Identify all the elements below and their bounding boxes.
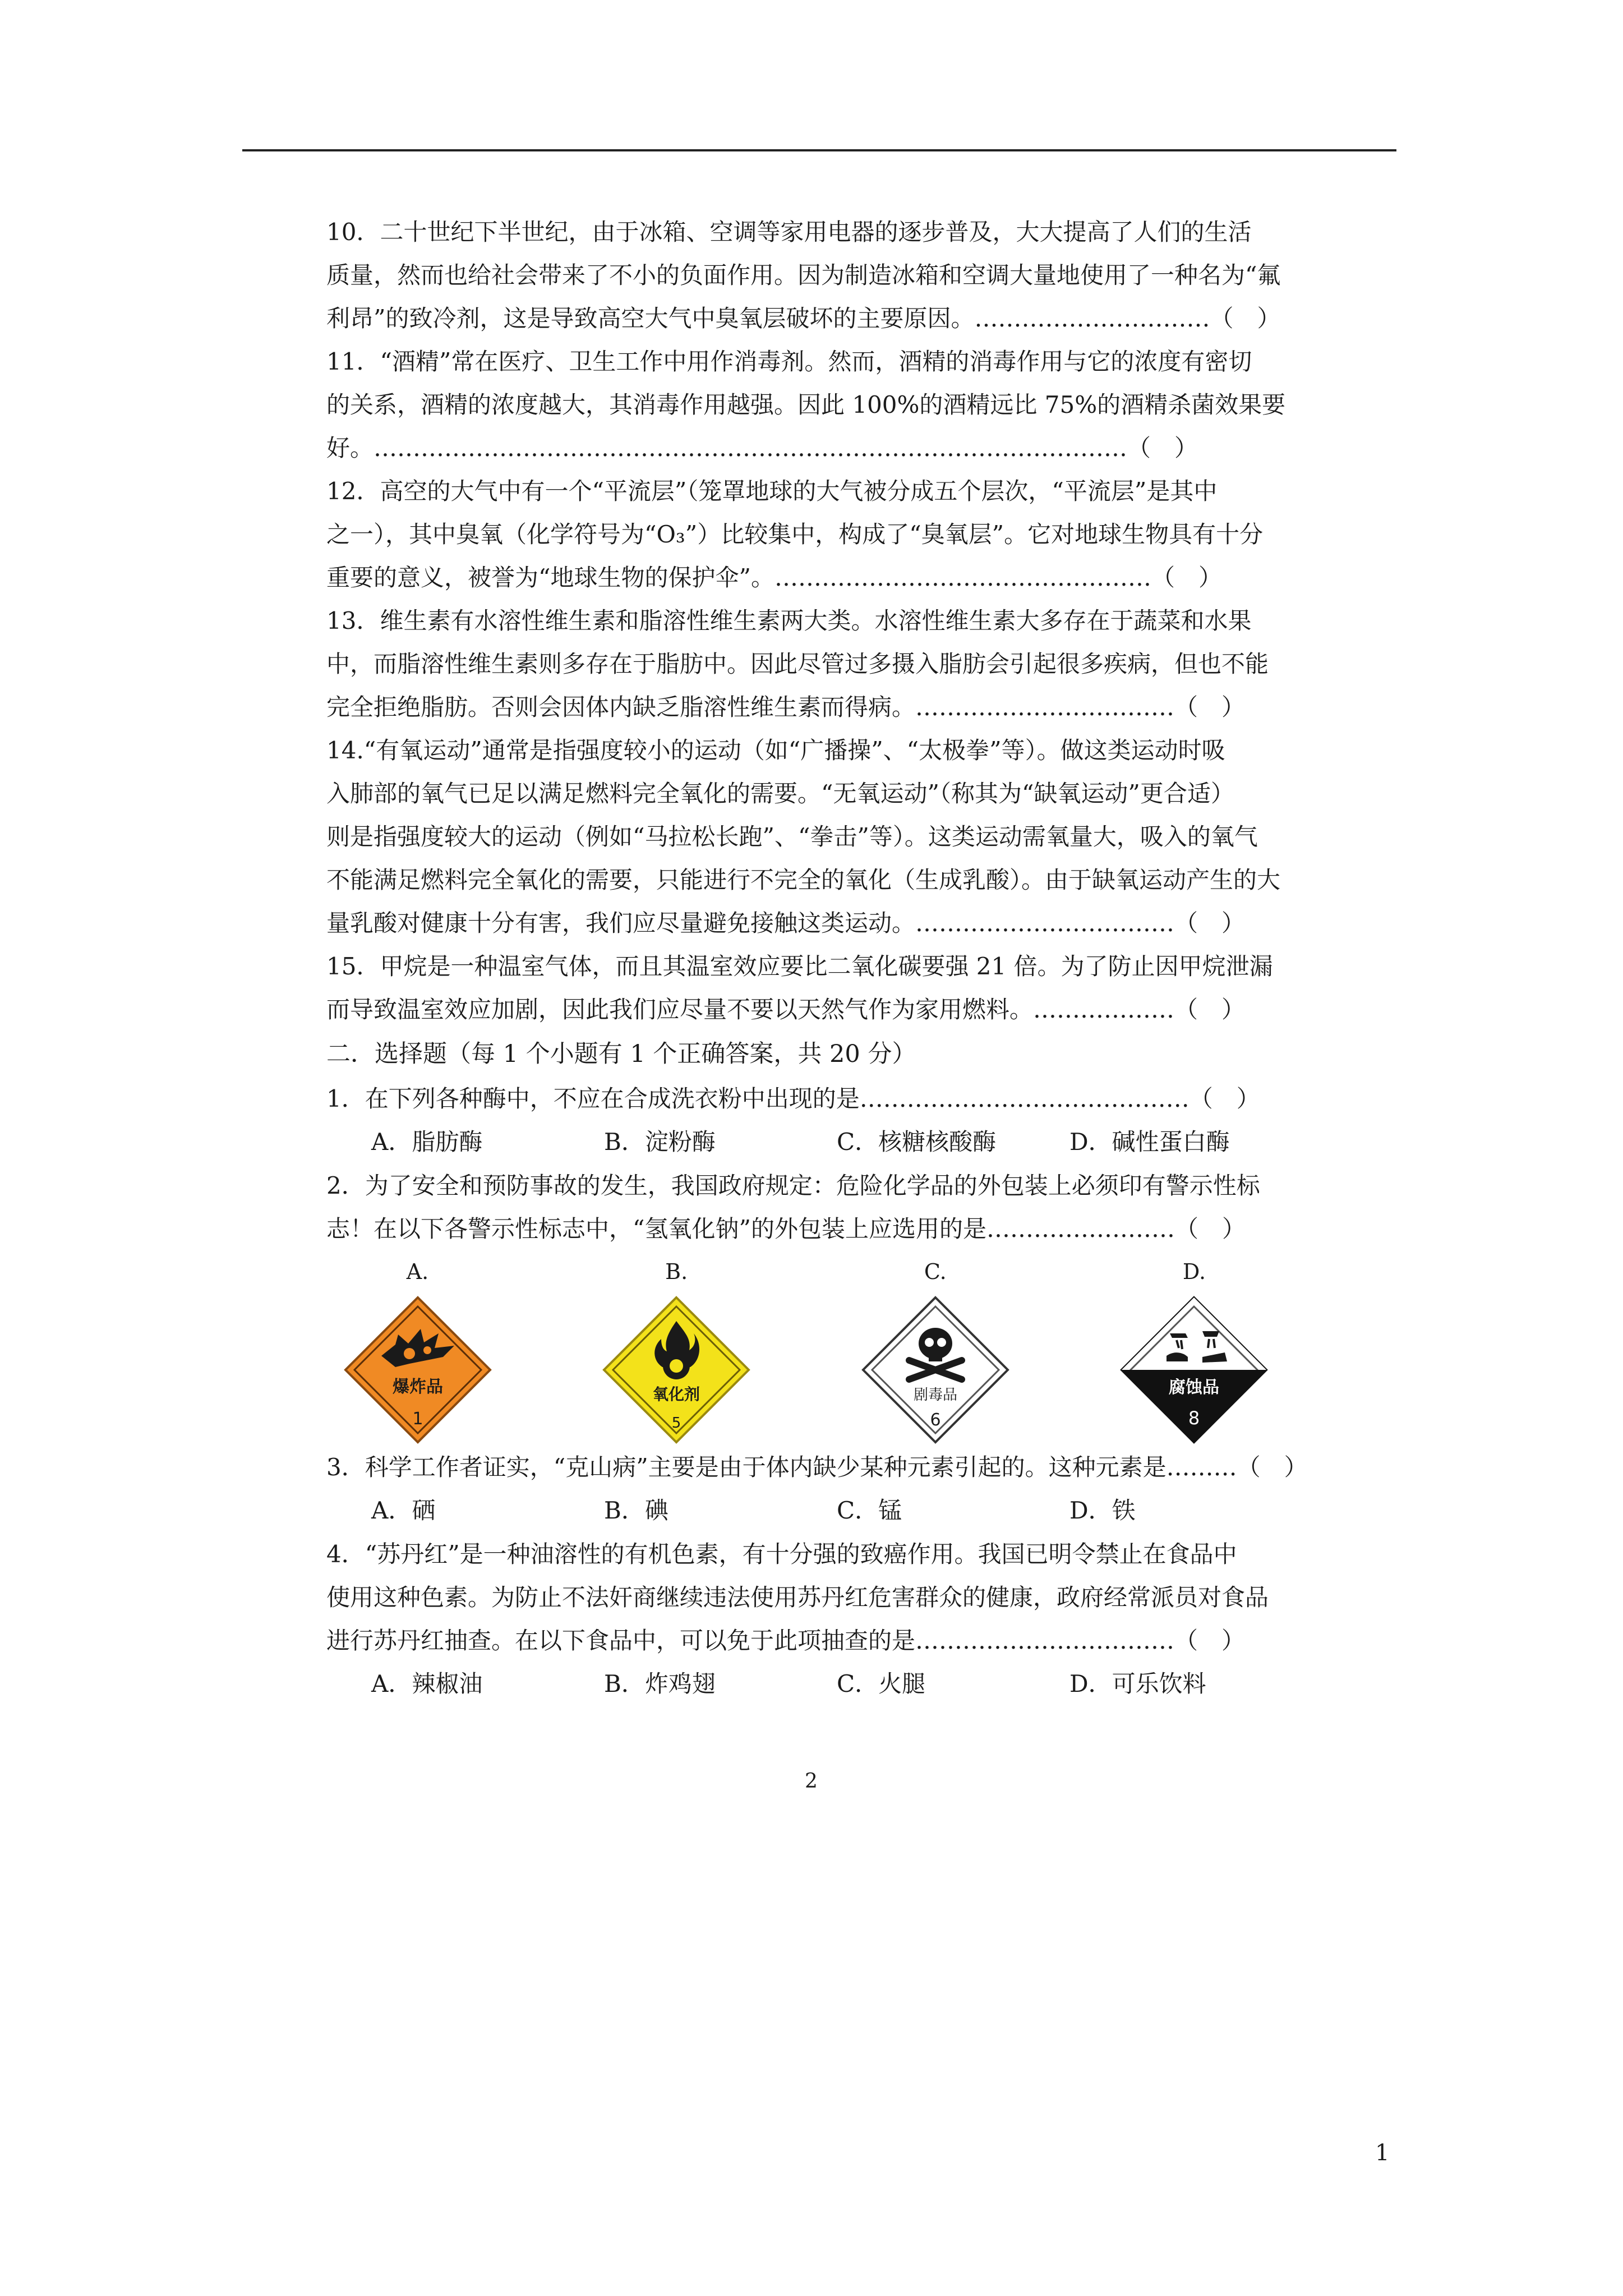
- question-line: 进行苏丹红抽查。在以下食品中，可以免于此项抽查的是……………………………（ ）: [326, 1627, 1246, 1654]
- sign-label: 氧化剂: [653, 1385, 700, 1404]
- sign-label: 剧毒品: [913, 1387, 957, 1404]
- question-line: 则是指强度较大的运动（例如“马拉松长跑”、“拳击”等）。这类运动需氧量大，吸入的氧气: [326, 823, 1258, 850]
- option-c: C．火腿: [837, 1670, 926, 1697]
- question-line: 量乳酸对健康十分有害，我们应尽量避免接触这类运动。……………………………（ ）: [326, 909, 1246, 937]
- page-number: 2: [805, 1770, 818, 1793]
- hazard-sign-b: [600, 1255, 754, 1446]
- sign-label: 爆炸品: [392, 1377, 443, 1397]
- question-line: 2．为了安全和预防事故的发生，我国政府规定：危险化学品的外包装上必须印有警示性标: [326, 1172, 1260, 1199]
- skull-crossbones-icon: [860, 1294, 1011, 1446]
- question-line: 重要的意义，被誉为“地球生物的保护伞”。…………………………………………（ ）: [326, 564, 1222, 591]
- sign-letter: C.: [924, 1259, 947, 1284]
- question-stem: 1．在下列各种酶中，不应在合成洗衣粉中出现的是……………………………………（ ）: [326, 1085, 1260, 1112]
- question-line: 不能满足燃料完全氧化的需要，只能进行不完全的氧化（生成乳酸）。由于缺氧运动产生的大: [326, 866, 1281, 894]
- question-line: 的关系，酒精的浓度越大，其消毒作用越强。因此 100%的酒精远比 75%的酒精杀菌效果要: [326, 391, 1286, 418]
- mc-question-4: [326, 1533, 1302, 1706]
- question-line: 之一），其中臭氧（化学符号为“O₃”）比较集中，构成了“臭氧层”。它对地球生物具有十分: [326, 521, 1264, 548]
- option-d: D．铁: [1069, 1497, 1136, 1524]
- question-line: 质量，然而也给社会带来了不小的负面作用。因为制造冰箱和空调大量地使用了一种名为“氟: [326, 261, 1281, 289]
- option-b: B．碘: [604, 1497, 668, 1524]
- question-line: 4．“苏丹红”是一种油溶性的有机色素，有十分强的致癌作用。我国已明令禁止在食品中: [326, 1540, 1237, 1568]
- question-line: 好。……………………………………………………………………………………（ ）: [326, 434, 1198, 462]
- sign-number: 1: [412, 1409, 423, 1429]
- option-a: A．硒: [371, 1497, 436, 1524]
- top-rule: [242, 149, 1396, 151]
- question-stem: 3．科学工作者证实，“克山病”主要是由于体内缺少某种元素引起的。这种元素是………（ ）: [326, 1453, 1308, 1481]
- hazard-sign-c: [858, 1255, 1012, 1446]
- question-10: [326, 210, 1302, 340]
- mc-question-1: [326, 1077, 1302, 1164]
- question-line: 完全拒绝脂肪。否则会因体内缺乏脂溶性维生素而得病。……………………………（ ）: [326, 693, 1246, 721]
- option-c: C．核糖核酸酶: [837, 1128, 997, 1156]
- sign-number: 5: [671, 1415, 681, 1432]
- question-line: 使用这种色素。为防止不法奸商继续违法使用苏丹红危害群众的健康，政府经常派员对食品: [326, 1584, 1269, 1611]
- hazard-sign-a: [340, 1255, 495, 1446]
- option-c: C．锰: [837, 1497, 902, 1524]
- corrosive-icon: [1118, 1294, 1270, 1446]
- question-13: [326, 599, 1302, 729]
- question-line: 15．甲烷是一种温室气体，而且其温室效应要比二氧化碳要强 21 倍。为了防止因甲烷泄漏: [326, 953, 1273, 980]
- sign-letter: D.: [1182, 1259, 1206, 1284]
- question-line: 而导致温室效应加剧，因此我们应尽量不要以天然气作为家用燃料。………………（ ）: [326, 996, 1246, 1023]
- question-line: 志！在以下各警示性标志中，“氢氧化钠”的外包装上应选用的是……………………（ ）: [326, 1215, 1246, 1243]
- corner-page-number: 1: [1375, 2140, 1390, 2166]
- mc-question-3: [326, 1446, 1308, 1533]
- option-row: [326, 1489, 1302, 1533]
- question-line: 10．二十世纪下半世纪，由于冰箱、空调等家用电器的逐步普及，大大提高了人们的生活: [326, 218, 1252, 246]
- sign-letter: B.: [665, 1259, 688, 1284]
- option-d: D．碱性蛋白酶: [1069, 1128, 1230, 1156]
- option-d: D．可乐饮料: [1069, 1670, 1206, 1697]
- question-line: 利昂”的致冷剂，这是导致高空大气中臭氧层破坏的主要原因。…………………………（ ）: [326, 305, 1281, 332]
- question-line: 入肺部的氧气已足以满足燃料完全氧化的需要。“无氧运动”（称其为“缺氧运动”更合适）: [326, 780, 1234, 807]
- question-line: 11．“酒精”常在医疗、卫生工作中用作消毒剂。然而，酒精的消毒作用与它的浓度有密切: [326, 348, 1252, 375]
- sign-letter: A.: [406, 1259, 429, 1284]
- option-b: B．炸鸡翅: [604, 1670, 716, 1697]
- oxidizer-icon: [601, 1294, 752, 1446]
- question-12: [326, 470, 1302, 599]
- question-14: [326, 729, 1302, 945]
- sign-number: 6: [930, 1410, 941, 1430]
- hazard-sign-d: [1117, 1255, 1271, 1446]
- option-b: B．淀粉酶: [604, 1128, 716, 1156]
- sign-number: 8: [1188, 1407, 1200, 1429]
- section-2-title: 二．选择题（每 1 个小题有 1 个正确答案，共 20 分）: [326, 1040, 916, 1068]
- question-15: [326, 945, 1302, 1031]
- option-row: [326, 1662, 1302, 1706]
- mc-question-2: [326, 1164, 1302, 1446]
- option-a: A．脂肪酶: [371, 1128, 483, 1156]
- question-line: 14.“有氧运动”通常是指强度较小的运动（如“广播操”、“太极拳”等）。做这类运动时吸: [326, 737, 1225, 764]
- question-11: [326, 340, 1302, 470]
- question-line: 中，而脂溶性维生素则多存在于脂肪中。因此尽管过多摄入脂肪会引起很多疾病，但也不能: [326, 650, 1269, 678]
- question-line: 13．维生素有水溶性维生素和脂溶性维生素两大类。水溶性维生素大多存在于蔬菜和水果: [326, 607, 1252, 634]
- option-row: [326, 1120, 1302, 1164]
- option-a: A．辣椒油: [371, 1670, 483, 1697]
- exam-content: [326, 210, 1308, 1706]
- question-line: 12．高空的大气中有一个“平流层”（笼罩地球的大气被分成五个层次，“平流层”是其中: [326, 477, 1218, 505]
- sign-label: 腐蚀品: [1169, 1378, 1220, 1397]
- explosive-icon: [342, 1294, 494, 1446]
- hazard-sign-row: [326, 1255, 1302, 1446]
